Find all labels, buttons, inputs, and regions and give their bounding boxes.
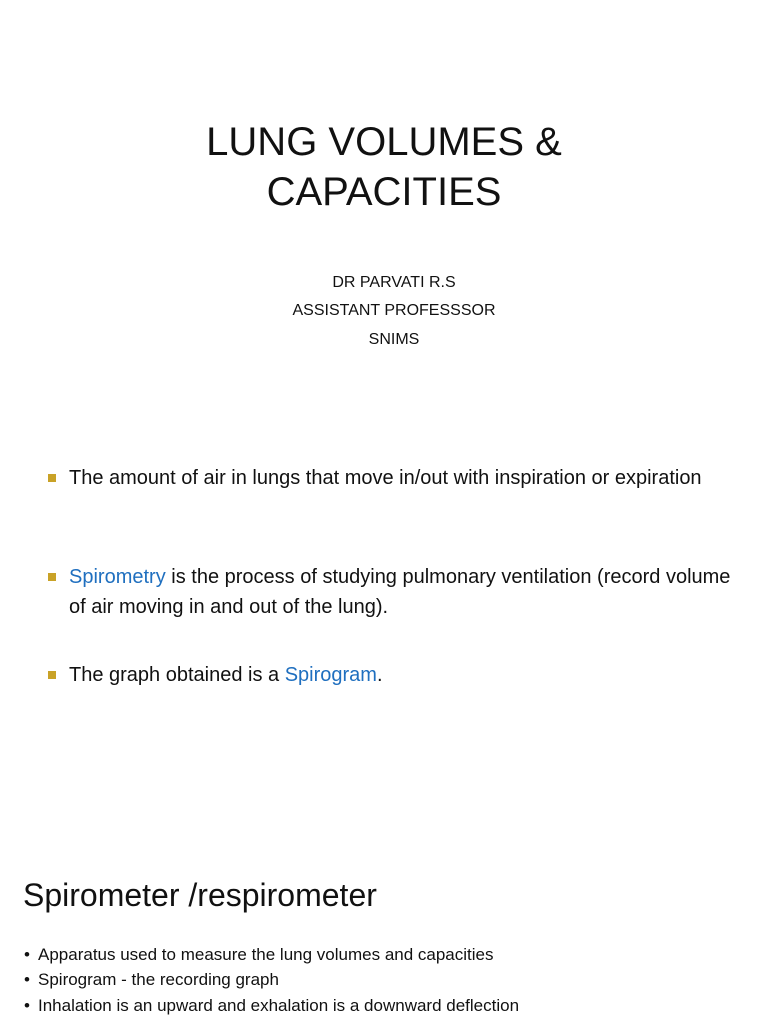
bullet-text: The amount of air in lungs that move in/out with inspiration or expiration [69,467,702,489]
spirometer-slide [0,840,768,1024]
list-item [24,969,279,991]
list-item [24,995,519,1017]
author-position: ASSISTANT PROFESSSOR [292,302,496,319]
slide-title-line-1: LUNG VOLUMES & [206,120,562,164]
spirometer-heading: Spirometer /respirometer [23,877,377,913]
list-item-text: Spirogram - the recording graph [38,970,279,989]
bullet-item-spirogram [48,660,738,690]
list-item-text: Apparatus used to measure the lung volumes and capacities [38,945,494,964]
author-institution: SNIMS [368,331,420,348]
square-bullet-icon [48,573,56,581]
list-item [24,944,494,966]
bullet-text [69,660,738,690]
bullet-item-amount-of-air [48,463,738,493]
author-name: DR PARVATI R.S [332,274,456,291]
bullet-text-rest: is the process of studying pulmonary ventilation (record volume of air moving in and out of the lung). [69,566,731,618]
bullet-text-after: . [376,664,383,686]
square-bullet-icon [48,671,56,679]
round-bullet-icon: • [24,945,30,964]
spirogram-term: Spirogram [284,664,377,686]
bullet-text-before: The graph obtained is a [69,664,285,686]
bullet-text [69,562,738,622]
bullet-item-spirometry [48,562,738,622]
round-bullet-icon: • [24,970,30,989]
slide-title-line-2: CAPACITIES [266,170,502,214]
list-item-text: Inhalation is an upward and exhalation is a downward deflection [38,996,520,1015]
spirometry-term: Spirometry [69,566,166,588]
square-bullet-icon [48,474,56,482]
round-bullet-icon: • [24,996,30,1015]
title-slide [0,0,768,420]
definition-slide [0,420,768,840]
